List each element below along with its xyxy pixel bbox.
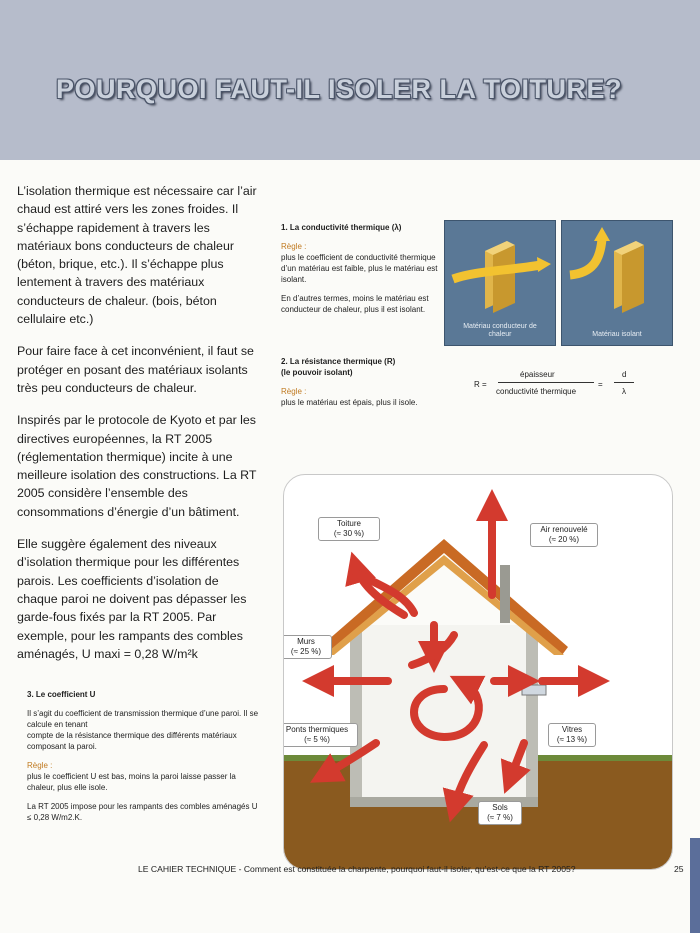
label-sols xyxy=(478,801,522,825)
rule-text: plus le matériau est épais, plus il isole. xyxy=(281,398,418,407)
conductivity-section xyxy=(281,222,441,315)
rule-label: Règle : xyxy=(281,242,307,251)
label-ponts-thermiques xyxy=(283,723,358,747)
formula-numerator: épaisseur xyxy=(520,370,555,379)
label-name: Air renouvelé xyxy=(540,525,588,534)
definition-text: composant la paroi. xyxy=(27,742,97,751)
rule-text: plus le coefficient U est bas, moins la paroi laisse passer la chaleur, plus elle isole. xyxy=(27,772,236,792)
formula-equals: = xyxy=(598,380,603,389)
rule-label: Règle : xyxy=(281,387,307,396)
label-percent: (≈ 13 %) xyxy=(556,735,588,744)
label-percent: (≈ 30 %) xyxy=(333,529,365,538)
formula-r: R = xyxy=(474,380,487,389)
section-title: 1. La conductivité thermique (λ) xyxy=(281,223,402,232)
insulator-image xyxy=(562,221,672,345)
definition-text: compte de la résistance thermique des différents matériaux xyxy=(27,731,237,740)
label-name: Murs xyxy=(297,637,315,646)
rule-text: plus le coefficient de conductivité thermique d’un matériau est faible, plus le matériau est isolant. xyxy=(281,253,438,284)
formula-lambda: λ xyxy=(622,387,626,396)
explanation-text: En d’autres termes, moins le matériau est conducteur de chaleur, plus il est isolant. xyxy=(281,294,429,314)
header-band xyxy=(0,0,700,160)
label-air-renouvele xyxy=(530,523,598,547)
label-percent: (≈ 25 %) xyxy=(290,647,322,656)
image-caption: Matériau conducteur de chaleur xyxy=(463,323,537,338)
resistance-formula xyxy=(474,370,654,410)
formula-d: d xyxy=(622,370,627,379)
label-name: Toiture xyxy=(336,519,361,528)
section-title: 2. La résistance thermique (R) xyxy=(281,357,396,366)
rule-label: Règle : xyxy=(27,761,53,770)
label-vitres xyxy=(548,723,596,747)
rt2005-text: La RT 2005 impose pour les rampants des combles aménagés U ≤ 0,28 W/m2.K. xyxy=(27,802,258,822)
page-footer xyxy=(0,858,700,880)
label-percent: (≈ 5 %) xyxy=(304,735,330,744)
main-text xyxy=(17,182,257,677)
paragraph: Pour faire face à cet inconvénient, il faut se protéger en posant des matériaux isolants très peu conducteurs de chaleur. xyxy=(17,344,254,395)
image-caption: Matériau isolant xyxy=(592,331,642,338)
label-percent: (≈ 7 %) xyxy=(487,813,513,822)
conductor-illustration xyxy=(444,220,556,346)
paragraph: Elle suggère également des niveaux d’isolation thermique pour les différentes parois. Les coefficients d’isolation de chaque paroi ne doivent pas dépasser les garde-fous fixés par la RT 2005. Par exemple, pour les rampants des combles aménagés, U maxi = 0,28 W/m²k xyxy=(17,537,247,661)
label-toiture xyxy=(318,517,380,541)
footer-text: LE CAHIER TECHNIQUE - Comment est constituée la charpente, pourquoi faut-il isoler, qu’est-ce que la RT 2005? xyxy=(138,864,576,874)
page-number: 25 xyxy=(674,864,684,874)
resistance-section xyxy=(281,356,466,408)
section-title: 3. Le coefficient U xyxy=(27,690,96,699)
label-name: Ponts thermiques xyxy=(285,725,349,734)
page-title: POURQUOI FAUT-IL ISOLER LA TOITURE? xyxy=(56,74,623,104)
definition-text: Il s’agit du coefficient de transmission thermique d’une paroi. Il se calcule en tenant xyxy=(27,709,259,729)
paragraph: Inspirés par le protocole de Kyoto et par les directives européennes, la RT 2005 (réglementation thermique) incite à une meilleure isolation des constructions. La RT 2005 considère l’ensemble des consommations d’énergie d’un bâtiment. xyxy=(17,413,257,519)
paragraph: L’isolation thermique est nécessaire car l’air chaud est attiré vers les zones froides. Il s’échappe rapidement à travers les matériaux bons conducteurs de chaleur (béton, brique, etc.). Il s’échappe plus lentement à travers des matériaux conducteurs de chaleur. (bois, béton cellulaire etc.) xyxy=(17,184,257,327)
heat-loss-diagram xyxy=(283,474,673,870)
formula-denominator: conductivité thermique xyxy=(496,387,577,396)
insulator-illustration xyxy=(561,220,673,346)
side-tab xyxy=(690,838,700,933)
label-name: Sols xyxy=(492,803,508,812)
section-subtitle: (le pouvoir isolant) xyxy=(281,368,353,377)
label-name: Vitres xyxy=(561,725,583,734)
coefficient-u-section xyxy=(27,689,259,823)
label-percent: (≈ 20 %) xyxy=(548,535,580,544)
label-murs xyxy=(283,635,332,659)
